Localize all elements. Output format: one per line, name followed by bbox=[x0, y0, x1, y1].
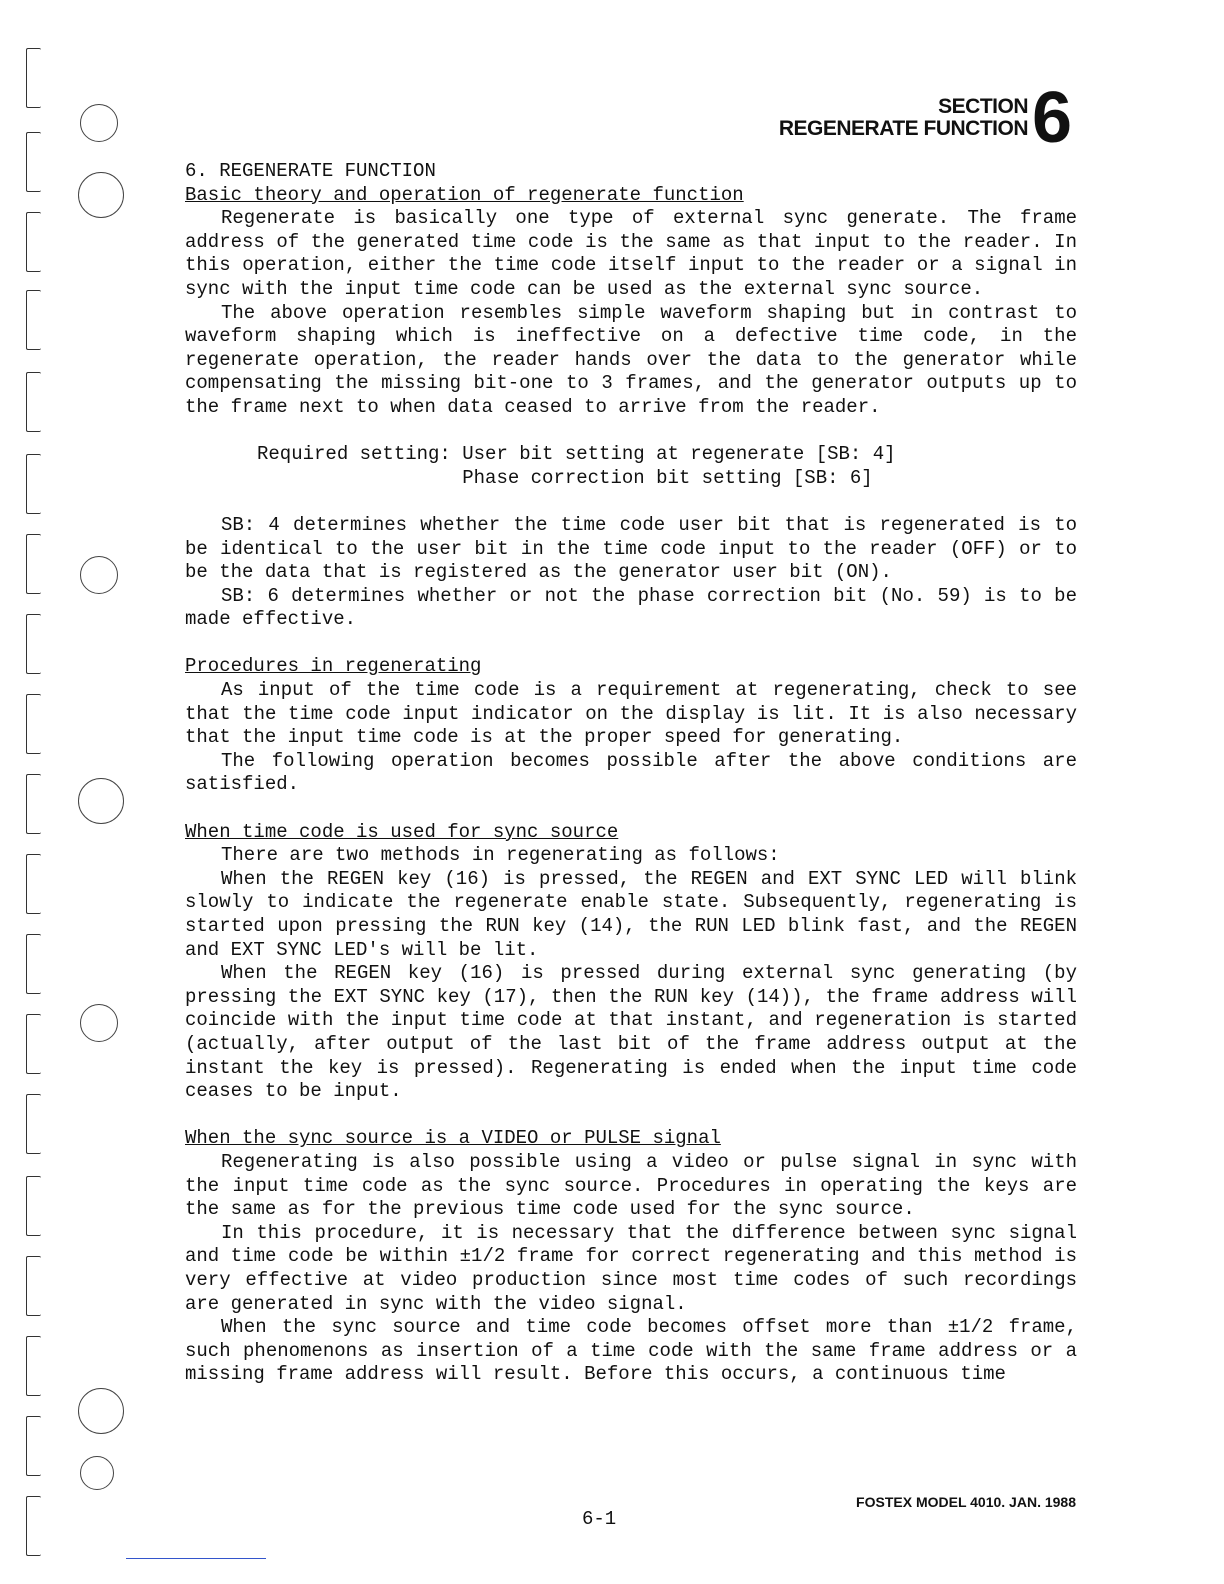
binder-slot bbox=[26, 774, 41, 834]
binder-slot bbox=[26, 1176, 41, 1236]
binder-slot bbox=[26, 614, 41, 674]
binder-slot bbox=[26, 372, 41, 432]
heading-procedures: Procedures in regenerating bbox=[185, 655, 482, 678]
paragraph: When the sync source and time code becomes offset more than ±1/2 frame, such phenomenons as insertion of a time code with the same frame address or a missing frame address will result. Before this occurs, a continuous time bbox=[185, 1316, 1077, 1386]
binder-slot bbox=[26, 694, 41, 754]
heading-time-code-sync: When time code is used for sync source bbox=[185, 820, 619, 843]
binder-slot bbox=[26, 1256, 41, 1316]
paragraph: Regenerate is basically one type of external sync generate. The frame address of the generated time code is the same as that input to the reader. In this operation, either the time code itself input to the reader or a signal in sync with the input time code can be used as the external sync source. bbox=[185, 207, 1077, 300]
binder-slot bbox=[26, 934, 41, 994]
page-number: 6-1 bbox=[582, 1508, 617, 1530]
paragraph: When the REGEN key (16) is pressed, the REGEN and EXT SYNC LED will blink slowly to indicate the regenerate enable state. Subsequently, regenerating is started upon pressing the RUN key (14), the RUN LED blink fast, and the REGEN and EXT SYNC LED's will be lit. bbox=[185, 867, 1077, 961]
paragraph: Regenerating is also possible using a video or pulse signal in sync with the input time code as the sync source. Procedures in operating the keys are the same as for the previous time code used for the sync source. bbox=[185, 1150, 1077, 1221]
binder-slot bbox=[26, 1014, 41, 1074]
binder-slot bbox=[26, 854, 41, 914]
binder-hole bbox=[78, 1388, 124, 1434]
binder-margin bbox=[0, 0, 140, 1584]
chapter-title: 6. REGENERATE FUNCTION bbox=[185, 160, 436, 182]
paragraph: As input of the time code is a requirement at regenerating, check to see that the time code input indicator on the display is lit. It is also necessary that the input time code is at the proper speed for generating. bbox=[185, 679, 1077, 749]
binder-slot bbox=[26, 1416, 41, 1476]
binder-hole bbox=[80, 556, 118, 594]
section-header bbox=[779, 96, 1028, 140]
section-number: 6 bbox=[1032, 78, 1073, 158]
binder-slot bbox=[26, 1496, 41, 1556]
document-body bbox=[185, 160, 1077, 1387]
binder-hole bbox=[78, 172, 124, 218]
paragraph: In this procedure, it is necessary that the difference between sync signal and time code be within ±1/2 frame for correct regenerating and this method is very effective at video production since most time codes of such recordings are generated in sync with the video signal. bbox=[185, 1221, 1077, 1315]
paragraph: SB: 4 determines whether the time code user bit that is regenerated is to be identical to the user bit in the time code input to the reader (OFF) or to be the data that is registered as the generator user bit (ON). bbox=[185, 513, 1077, 584]
heading-video-pulse-sync: When the sync source is a VIDEO or PULSE signal bbox=[185, 1127, 721, 1150]
paragraph: There are two methods in regenerating as follows: bbox=[221, 844, 780, 867]
paragraph: When the REGEN key (16) is pressed during external sync generating (by pressing the EXT SYNC key (17), then the RUN key (14)), the frame address will coincide with the input time code at that instant, and regeneration is started (actually, after output of the last bit of the frame address output at the instant the key is pressed). Regenerating is ended when the input time code ceases to be input. bbox=[185, 962, 1077, 1103]
binder-slot bbox=[26, 1094, 41, 1154]
binder-hole bbox=[80, 1456, 114, 1490]
required-setting-line: Required setting: User bit setting at regenerate [SB: 4] bbox=[257, 443, 896, 466]
section-title: REGENERATE FUNCTION bbox=[778, 117, 1028, 140]
binder-slot bbox=[26, 1336, 41, 1396]
section-label: SECTION bbox=[938, 95, 1028, 118]
scan-edge-line bbox=[126, 1558, 266, 1559]
binder-hole bbox=[80, 104, 118, 142]
paragraph: SB: 6 determines whether or not the phase correction bit (No. 59) is to be made effective. bbox=[185, 584, 1077, 631]
required-setting-line: Phase correction bit setting [SB: 6] bbox=[257, 466, 873, 489]
binder-slot bbox=[26, 212, 41, 272]
binder-slot bbox=[26, 454, 41, 514]
binder-slot bbox=[26, 534, 41, 594]
binder-slot bbox=[26, 48, 41, 108]
footer-model: FOSTEX MODEL 4010. JAN. 1988 bbox=[856, 1494, 1076, 1510]
binder-hole bbox=[80, 1004, 118, 1042]
binder-hole bbox=[78, 778, 124, 824]
heading-basic-theory: Basic theory and operation of regenerate function bbox=[185, 183, 744, 206]
paragraph: The following operation becomes possible after the above conditions are satisfied. bbox=[185, 749, 1077, 796]
paragraph: The above operation resembles simple waveform shaping but in contrast to waveform shaping which is ineffective on a defective time code, in the regenerate operation, the reader hands over the data to the generator while compensating the missing bit-one to 3 frames, and the generator outputs up to the frame next to when data ceased to arrive from the reader. bbox=[185, 301, 1077, 418]
binder-slot bbox=[26, 290, 41, 350]
binder-slot bbox=[26, 132, 41, 192]
